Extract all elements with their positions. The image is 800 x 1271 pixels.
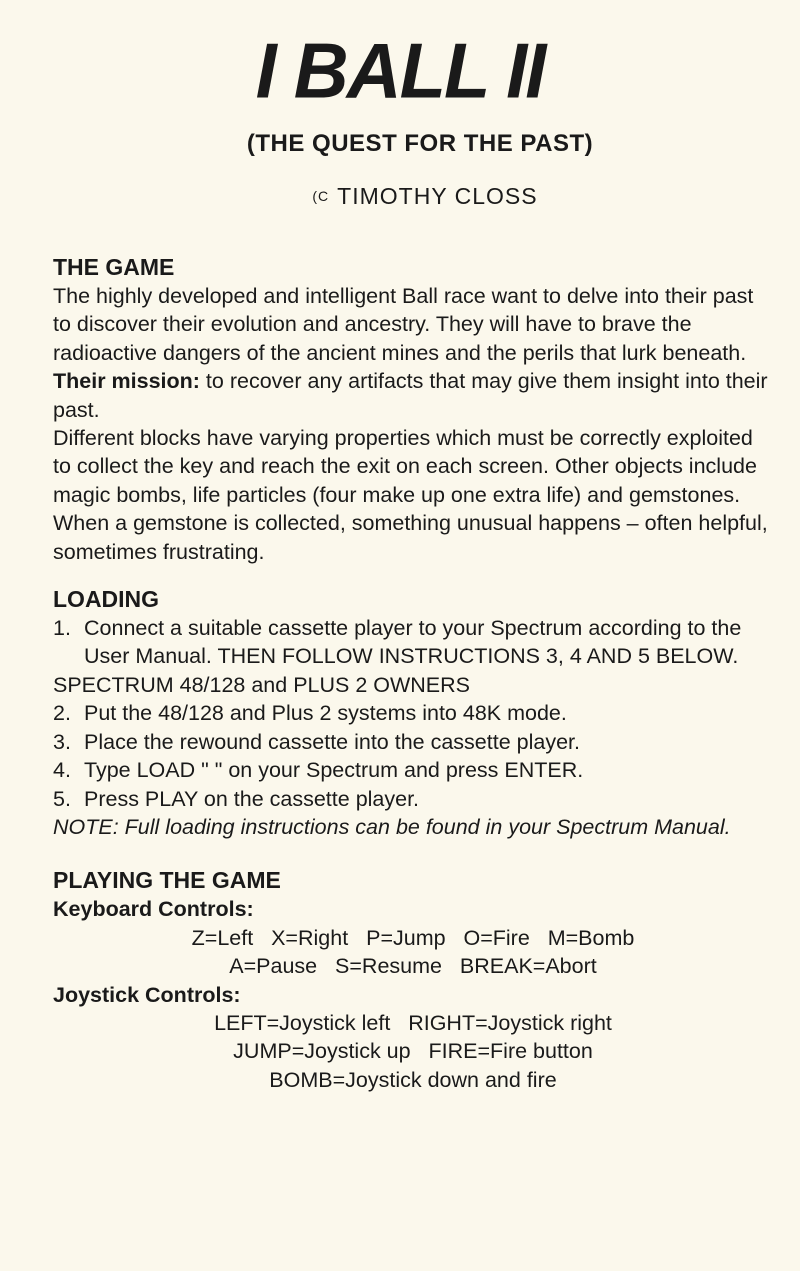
step-number: 1.: [53, 616, 71, 641]
keyboard-controls-line-2: A=Pause S=Resume BREAK=Abort: [229, 954, 597, 979]
loading-note: NOTE: Full loading instructions can be found in your Spectrum Manual.: [53, 814, 731, 839]
game-paragraph-intro: The highly developed and intelligent Ball race want to delve into their past to discover their evolution and ancestry. They will have to brave the radioactive dangers of the ancient mines and the perils that lurk beneath.: [53, 284, 754, 365]
author-name: TIMOTHY CLOSS: [337, 183, 538, 209]
loading-step-1: [53, 614, 773, 671]
heading-playing: PLAYING THE GAME: [53, 867, 281, 894]
joystick-controls-line-3: BOMB=Joystick down and fire: [269, 1067, 557, 1092]
heading-the-game: THE GAME: [53, 254, 175, 280]
heading-loading: LOADING: [53, 586, 160, 613]
game-paragraph-blocks: Different blocks have varying properties which must be correctly exploited to collect the key and reach the exit on each screen. Other objects include magic bombs, life particles (four make up one extra life) and gemstones. When a gemstone is collected, something unusual happens – often helpful, sometimes frustrating.: [53, 426, 768, 564]
joystick-controls-line-2: JUMP=Joystick up FIRE=Fire button: [233, 1039, 593, 1064]
keyboard-controls-line-1: Z=Left X=Right P=Jump O=Fire M=Bomb: [191, 925, 635, 950]
game-paragraph-mission: [53, 367, 773, 424]
loading-step-4: [53, 756, 773, 784]
game-subtitle: (THE QUEST FOR THE PAST): [246, 130, 594, 157]
step-number: 4.: [53, 758, 71, 783]
copyright-line: [0, 183, 800, 210]
step-number: 3.: [53, 729, 71, 754]
section-playing: [53, 865, 773, 1094]
step-text: Type LOAD " " on your Spectrum and press ENTER.: [84, 758, 584, 783]
content: [53, 252, 773, 1112]
loading-step-5: [53, 785, 773, 813]
step-text: Place the rewound cassette into the cassette player.: [84, 729, 580, 754]
step-number: 5.: [53, 786, 71, 811]
mission-text: to recover any artifacts that may give them insight into their past.: [53, 369, 768, 422]
mission-label: Their mission:: [53, 369, 200, 394]
loading-owners: SPECTRUM 48/128 and PLUS 2 OWNERS: [53, 672, 471, 697]
step-number: 2.: [53, 701, 71, 726]
step-text: Put the 48/128 and Plus 2 systems into 48K mode.: [84, 701, 567, 726]
section-loading: [53, 584, 773, 841]
joystick-controls-heading: Joystick Controls:: [53, 982, 241, 1007]
keyboard-controls-heading: Keyboard Controls:: [53, 897, 254, 922]
loading-step-3: [53, 728, 773, 756]
section-the-game: [53, 252, 773, 566]
step-text: Press PLAY on the cassette player.: [84, 786, 420, 811]
step-text: Connect a suitable cassette player to your Spectrum according to the User Manual. THEN FOLLOW INSTRUCTIONS 3, 4 AND 5 BELOW.: [84, 616, 742, 669]
joystick-controls-line-1: LEFT=Joystick left RIGHT=Joystick right: [214, 1010, 612, 1035]
game-title: I BALL II: [255, 28, 545, 115]
loading-step-2: [53, 699, 773, 727]
copyright-symbol: (C: [312, 188, 330, 204]
